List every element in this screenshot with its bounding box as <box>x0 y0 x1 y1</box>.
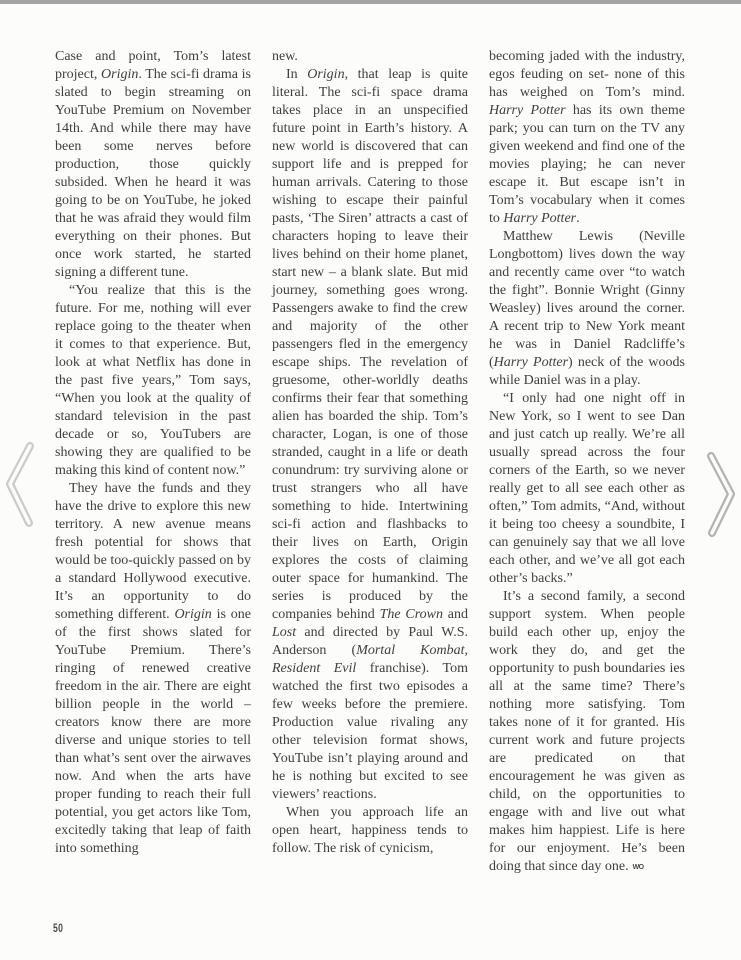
article-column-1 <box>55 48 251 877</box>
next-page-button[interactable] <box>702 447 740 542</box>
paragraph: In Origin, that leap is quite literal. The sci-fi space drama takes place in an unspecified future point in Earth’s history. A new world is discovered that can support life and is prepped for human arrivals. Catering to those wishing to escape their painful pasts, ‘The Siren’ attracts a cast of characters hoping to leave their lives behind on their home planet, start new – a blank slate. But mid journey, something goes wrong. Passengers awake to find the crew and majority of the other passengers fled in the emergency escape ships. The revelation of gruesome, other-worldly deaths confirms their fear that something alien has boarded the ship. Tom’s character, Logan, is one of those stranded, caught in a life or death conundrum: try surviving alone or trust strangers who all have something to hide. Intertwining sci-fi action and flashbacks to their lives on Earth, Origin explores the costs of claiming outer space for humankind. The series is produced by the companies behind The Crown and Lost and directed by Paul W.S. Anderson (Mortal Kombat, Resident Evil franchise). Tom watched the first two episodes a few weeks before the premiere. Production value rivaling any other television format shows, YouTube isn’t playing around and he is nothing but excited to see viewers’ reactions. <box>272 67 468 802</box>
paragraph: “I only had one night off in New York, so I went to see Dan and just catch up really. We’re all usually spread across the four corners of the Earth, so we never really get to all see each other as often,” Tom admits, “And, without it being too cheesy a soundbite, I can genuinely say that we all love each other, and we’ve all got each other’s backs.” <box>489 391 685 586</box>
previous-page-button[interactable] <box>1 437 39 532</box>
article-column-3 <box>489 48 685 877</box>
paragraph: Case and point, Tom’s latest project, Origin. The sci-fi drama is slated to begin streaming on YouTube Premium on November 14th. And while there may have been some nerves before production, those quickly subsided. When he heard it was going to be on YouTube, he joked that he was afraid they would film everything on their phones. But once work started, he started signing a different tune. <box>55 49 251 280</box>
chevron-left-icon <box>1 437 39 532</box>
paragraph: When you approach life an open heart, happiness tends to follow. The risk of cynicism, <box>272 805 468 856</box>
paragraph: It’s a second family, a second support system. When people build each other up, enjoy the work they do, and get the opportunity to push boundaries ies all at the same time? There’s nothing more satisfying. Tom takes none of it for granted. His current work and future projects are predicated on that encouragement he was given as child, on the opportunities to engage with and live out what makes him happiest. Life is here for our enjoyment. He’s been doing that since day one. WO <box>489 589 685 874</box>
paragraph: new. <box>272 49 298 64</box>
article-column-2 <box>272 48 468 877</box>
page-number: 50 <box>53 923 64 935</box>
paragraph: becoming jaded with the industry, egos feuding on set- none of this has weighed on Tom’s mind. Harry Potter has its own theme park; you can turn on the TV any given weekend and find one of the movies playing; he can never escape it. But escape isn’t in Tom’s vocabulary when it comes to Harry Potter. <box>489 49 685 226</box>
chevron-right-icon <box>702 447 740 542</box>
article-end-mark: WO <box>632 864 644 871</box>
paragraph: Matthew Lewis (Neville Longbottom) lives down the way and recently came over “to watch the fight”. Bonnie Wright (Ginny Weasley) lives around the corner. A recent trip to New York meant he was in Daniel Radcliffe’s (Harry Potter) neck of the woods while Daniel was in a play. <box>489 229 685 388</box>
paragraph: They have the funds and they have the drive to explore this new territory. A new avenue means fresh potential for shows that would be too-quickly passed on by a standard Hollywood executive. It’s an opportunity to do something different. Origin is one of the first shows slated for YouTube Premium. There’s ringing of renewed creative freedom in the air. There are eight billion people in the world – creators know there are more diverse and unique stories to tell than what’s sent over the airwaves now. And when the arts have proper funding to reach their full potential, you get actors like Tom, excitedly taking that leap of faith into something <box>55 481 251 856</box>
paragraph: “You realize that this is the future. For me, nothing will ever replace going to the theater when it comes to that experience. But, look at what Netflix has done in the past five years,” Tom says, “When you look at the quality of standard television in the past decade or so, YouTubers are showing they are qualified to be making this kind of content now.” <box>55 283 251 478</box>
article-body <box>55 48 685 877</box>
top-border <box>0 0 741 4</box>
